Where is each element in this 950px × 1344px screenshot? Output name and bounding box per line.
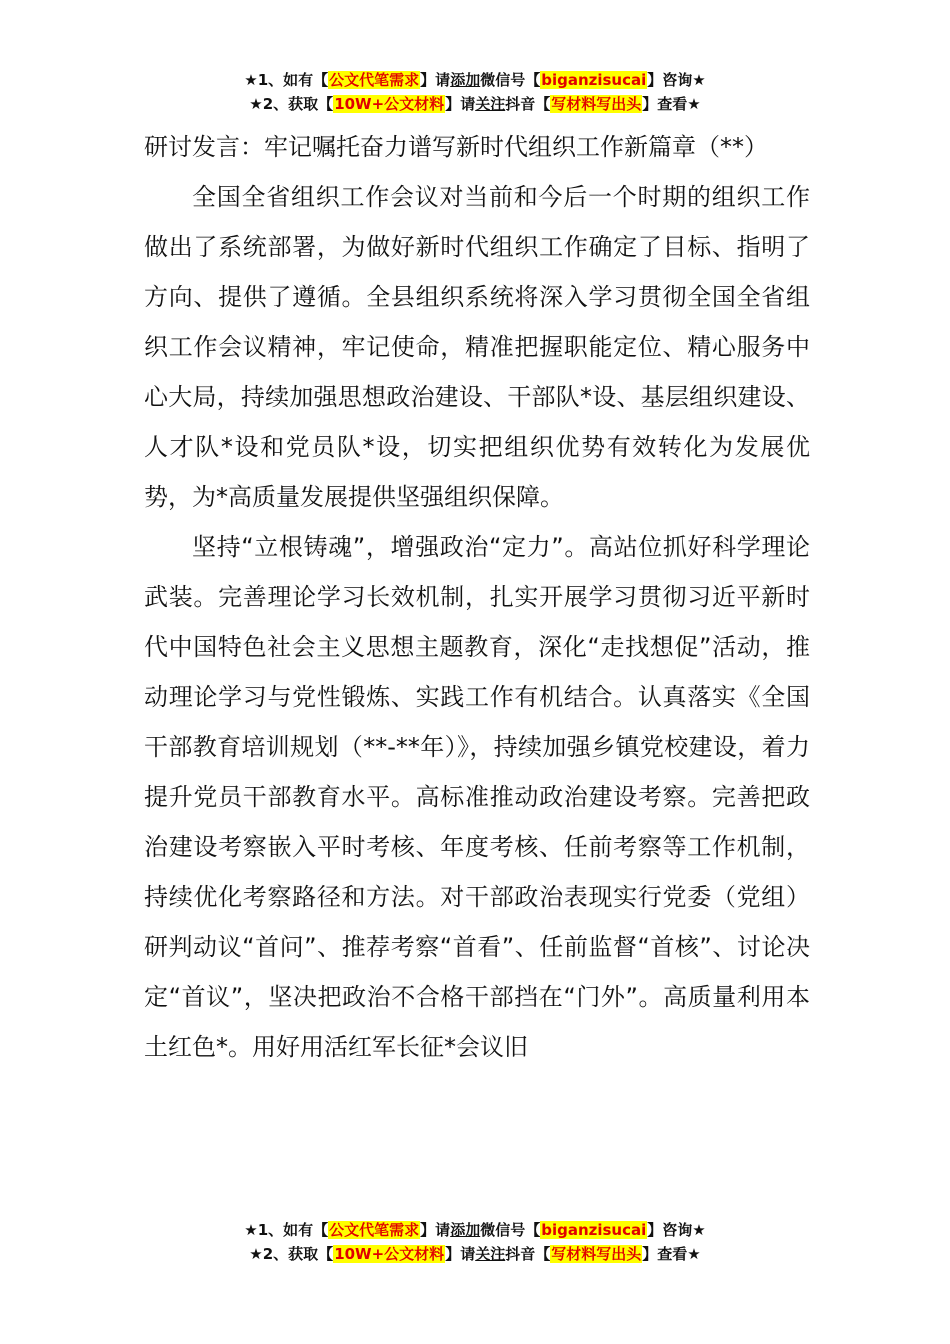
banner-text: 1、如有【 xyxy=(257,1221,329,1239)
footer-banner-line-1 xyxy=(0,1218,950,1242)
wechat-id: biganzisucai xyxy=(541,1221,647,1239)
highlight-materials: 10W+公文材料 xyxy=(334,1245,445,1263)
header-banner-line-1 xyxy=(0,68,950,92)
banner-text: 微信号【 xyxy=(480,71,541,89)
paragraph-2: 坚持“立根铸魂”，增强政治“定力”。高站位抓好科学理论武装。完善理论学习长效机制，扎实开展学习贯彻习近平新时代中国特色社会主义思想主题教育，深化“走找想促”活动，推动理论学习与党性锻炼、实践工作有机结合。认真落实《全国干部教育培训规划（**-**年）》，持续加强乡镇党校建设，着力提升党员干部教育水平。高标准推动政治建设考察。完善把政治建设考察嵌入平时考核、年度考核、任前考察等工作机制，持续优化考察路径和方法。对干部政治表现实行党委（党组）研判动议“首问”、推荐考察“首看”、任前监督“首核”、讨论决定“首议”，坚决把政治不合格干部挡在“门外”。高质量利用本土红色*。用好用活红军长征*会议旧 xyxy=(144,533,810,1061)
wechat-id: biganzisucai xyxy=(541,71,647,89)
underlined-text: 添加 xyxy=(450,1221,481,1239)
banner-text: 】请 xyxy=(445,95,476,113)
banner-text: 】查看★ xyxy=(642,95,701,113)
banner-text: 】请 xyxy=(420,71,451,89)
banner-text: 微信号【 xyxy=(480,1221,541,1239)
douyin-account: 写材料写出头 xyxy=(551,95,642,113)
star-icon: ★ xyxy=(249,1245,263,1263)
banner-text: 抖音【 xyxy=(505,1245,551,1263)
banner-text: 】请 xyxy=(445,1245,476,1263)
banner-text: 2、获取【 xyxy=(262,95,334,113)
banner-text: 】请 xyxy=(420,1221,451,1239)
douyin-account: 写材料写出头 xyxy=(551,1245,642,1263)
star-icon: ★ xyxy=(244,71,258,89)
banner-text: 】咨询★ xyxy=(647,1221,706,1239)
header-banner-line-2 xyxy=(0,92,950,116)
banner-text: 】查看★ xyxy=(642,1245,701,1263)
underlined-text: 关注 xyxy=(475,1245,506,1263)
paragraph-1: 全国全省组织工作会议对当前和今后一个时期的组织工作做出了系统部署，为做好新时代组织工作确定了目标、指明了方向、提供了遵循。全县组织系统将深入学习贯彻全国全省组织工作会议精神，牢记使命，精准把握职能定位、精心服务中心大局，持续加强思想政治建设、干部队*设、基层组织建设、人才队*设和党员队*设，切实把组织优势有效转化为发展优势，为*高质量发展提供坚强组织保障。 xyxy=(144,183,810,511)
banner-text: 】咨询★ xyxy=(647,71,706,89)
highlight-service: 公文代笔需求 xyxy=(329,71,420,89)
underlined-text: 添加 xyxy=(450,71,481,89)
underlined-text: 关注 xyxy=(475,95,506,113)
star-icon: ★ xyxy=(249,95,263,113)
footer-banner xyxy=(0,1218,950,1266)
banner-text: 抖音【 xyxy=(505,95,551,113)
footer-banner-line-2 xyxy=(0,1242,950,1266)
highlight-materials: 10W+公文材料 xyxy=(334,95,445,113)
document-body xyxy=(144,122,810,1072)
star-icon: ★ xyxy=(244,1221,258,1239)
banner-text: 2、获取【 xyxy=(262,1245,334,1263)
highlight-service: 公文代笔需求 xyxy=(329,1221,420,1239)
banner-text: 1、如有【 xyxy=(257,71,329,89)
header-banner xyxy=(0,68,950,116)
document-title: 研讨发言：牢记嘱托奋力谱写新时代组织工作新篇章（**） xyxy=(144,133,768,161)
